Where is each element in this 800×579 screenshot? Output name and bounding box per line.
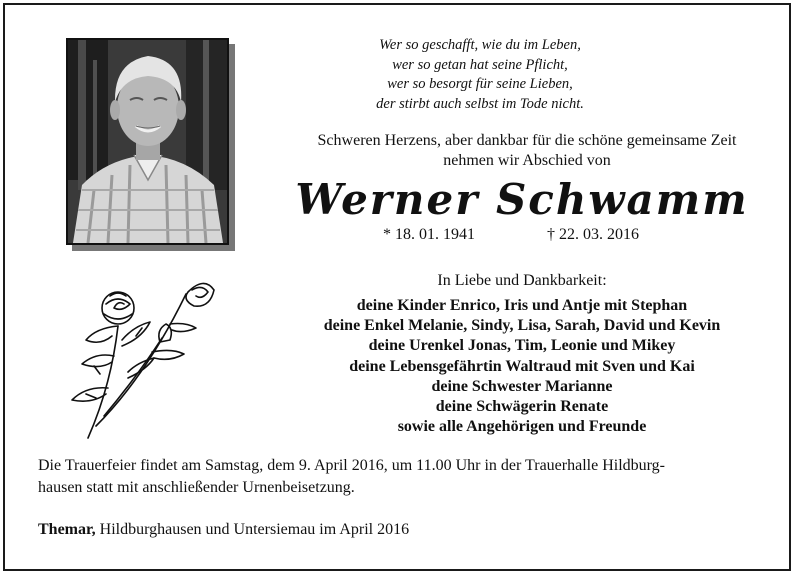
deceased-name: Werner Schwamm xyxy=(295,175,749,224)
mourner-line: deine Urenkel Jonas, Tim, Leonie und Mikey xyxy=(368,337,676,355)
poem xyxy=(330,36,630,114)
intro-line: nehmen wir Abschied von xyxy=(443,151,611,169)
birth-date: * 18. 01. 1941 xyxy=(383,226,475,243)
place-rest: Hildburghausen und Untersiemau im April 2016 xyxy=(95,521,410,538)
mourners-list xyxy=(262,296,782,437)
portrait-photo xyxy=(66,38,229,245)
mourner-line: deine Schwägerin Renate xyxy=(435,398,609,416)
mourner-line: deine Enkel Melanie, Sindy, Lisa, Sarah, David und Kevin xyxy=(323,317,721,335)
rose-icon xyxy=(56,266,226,446)
thanks-heading: In Liebe und Dankbarkeit: xyxy=(437,272,607,289)
funeral-info xyxy=(38,455,768,499)
place-name: Themar, xyxy=(38,521,96,538)
mourner-line: sowie alle Angehörigen und Freunde xyxy=(397,418,647,436)
poem-line: wer so getan hat seine Pflicht, xyxy=(392,56,568,73)
death-date: † 22. 03. 2016 xyxy=(547,226,639,243)
poem-line: wer so besorgt für seine Lieben, xyxy=(387,76,573,92)
poem-line: Wer so geschafft, wie du im Leben, xyxy=(379,37,581,53)
mourner-line: deine Lebensgefährtin Waltraud mit Sven und Kai xyxy=(349,357,695,375)
poem-line: der stirbt auch selbst im Tode nicht. xyxy=(376,95,584,112)
place-date xyxy=(38,519,409,541)
intro-text xyxy=(262,131,792,170)
intro-line: Schweren Herzens, aber dankbar für die schöne gemeinsame Zeit xyxy=(317,132,737,149)
funeral-line: hausen statt mit anschließender Urnenbeisetzung. xyxy=(38,479,355,496)
funeral-line: Die Trauerfeier findet am Samstag, dem 9. April 2016, um 11.00 Uhr in der Trauerhalle Hildburg- xyxy=(38,457,666,474)
mourner-line: deine Schwester Marianne xyxy=(431,377,613,395)
mourner-line: deine Kinder Enrico, Iris und Antje mit Stephan xyxy=(356,297,688,314)
